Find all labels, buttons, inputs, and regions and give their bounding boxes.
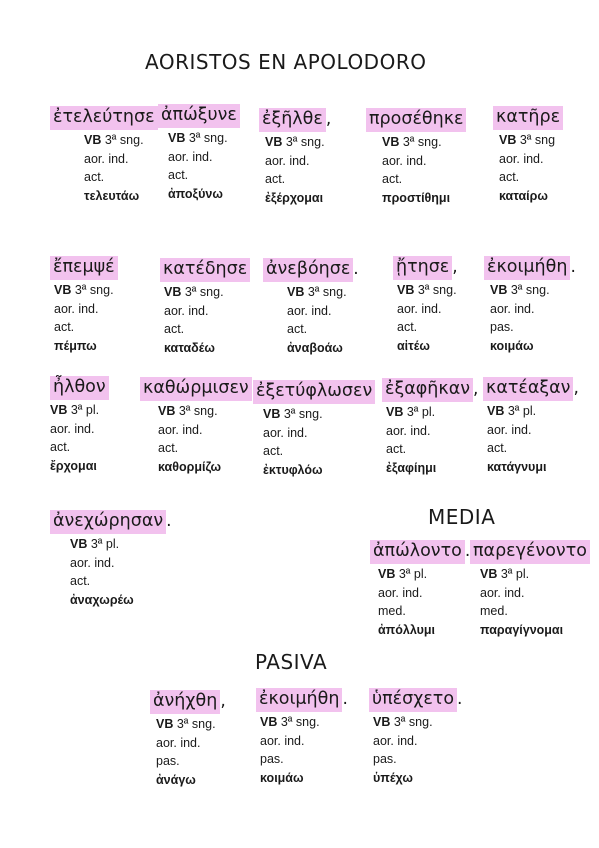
- parsing-tense: aor. ind.: [397, 301, 442, 316]
- verb-entry: [263, 258, 359, 357]
- pos-tag: VB: [265, 135, 283, 149]
- parsing-person: [386, 403, 478, 422]
- parsing-voice: act.: [168, 168, 189, 182]
- person-number: 3ª pl.: [507, 404, 537, 418]
- verb-entry: [50, 106, 158, 205]
- lemma: ἀπόλλυμι: [378, 622, 436, 637]
- parsing-person: [265, 133, 331, 152]
- pos-tag: VB: [50, 403, 68, 417]
- person-number: 3ª sng.: [188, 131, 228, 145]
- parsing-voice: act.: [70, 574, 91, 588]
- lemma: κατάγνυμι: [487, 459, 547, 474]
- greek-verb-form: ἀπώξυνε: [158, 104, 240, 128]
- punctuation: .: [353, 259, 359, 279]
- parsing-tense: aor. ind.: [386, 423, 431, 438]
- page-title: AORISTOS EN APOLODORO: [145, 50, 427, 74]
- greek-verb-form: ἐκοιμήθη: [256, 688, 342, 712]
- verb-entry: [470, 540, 590, 639]
- greek-verb-form: ἐξαφῆκαν: [382, 378, 473, 402]
- parsing-voice: pas.: [156, 754, 180, 768]
- person-number: 3ª pl.: [70, 403, 100, 417]
- parsing-tense: aor. ind.: [50, 421, 95, 436]
- parsing-person: [70, 535, 172, 554]
- verb-entry: [366, 108, 466, 207]
- parsing-person: [397, 281, 458, 300]
- parsing-person: [382, 133, 466, 152]
- punctuation: .: [570, 257, 576, 277]
- parsing-person: [50, 401, 109, 420]
- greek-verb-form: ἐξῆλθε: [259, 108, 326, 132]
- verb-entry: [140, 377, 252, 476]
- person-number: 3ª sng.: [393, 715, 433, 729]
- pos-tag: VB: [156, 717, 174, 731]
- lemma: ἀναχωρέω: [70, 592, 134, 607]
- pos-tag: VB: [378, 567, 396, 581]
- parsing-voice: act.: [382, 172, 403, 186]
- verb-entry: [253, 380, 375, 479]
- punctuation: ,: [325, 109, 332, 129]
- parsing-person: [260, 713, 348, 732]
- greek-verb-form: παρεγένοντο: [470, 540, 590, 564]
- person-number: 3ª sng: [519, 133, 556, 147]
- pos-tag: VB: [499, 133, 517, 147]
- greek-verb-form: ἐκοιμήθη: [484, 256, 570, 280]
- parsing-person: [54, 281, 118, 300]
- parsing-tense: aor. ind.: [480, 585, 525, 600]
- punctuation: ,: [220, 691, 226, 711]
- parsing-tense: aor. ind.: [164, 303, 209, 318]
- greek-verb-form: ἐτελεύτησε: [50, 106, 158, 130]
- parsing-person: [287, 283, 359, 302]
- parsing-voice: pas.: [490, 320, 514, 334]
- verb-entry: [150, 690, 226, 789]
- parsing-person: [84, 131, 158, 150]
- pasiva-heading: PASIVA: [255, 650, 328, 674]
- verb-entry: [256, 688, 348, 787]
- parsing-person: [487, 402, 579, 421]
- parsing-tense: aor. ind.: [54, 301, 99, 316]
- person-number: 3ª pl.: [406, 405, 436, 419]
- pos-tag: VB: [158, 404, 176, 418]
- parsing-tense: aor. ind.: [156, 735, 201, 750]
- parsing-tense: aor. ind.: [263, 425, 308, 440]
- verb-entry: [259, 108, 331, 207]
- parsing-voice: act.: [84, 170, 105, 184]
- greek-verb-form: ὑπέσχετο: [369, 688, 457, 712]
- parsing-tense: aor. ind.: [382, 153, 427, 168]
- parsing-voice: act.: [158, 441, 179, 455]
- lemma: προστίθημι: [382, 190, 451, 205]
- person-number: 3ª sng.: [285, 135, 325, 149]
- lemma: κοιμάω: [260, 770, 304, 785]
- parsing-voice: act.: [50, 440, 71, 454]
- verb-entry: [50, 510, 172, 609]
- person-number: 3ª sng.: [280, 715, 320, 729]
- parsing-tense: aor. ind.: [70, 555, 115, 570]
- pos-tag: VB: [263, 407, 281, 421]
- parsing-person: [168, 129, 240, 148]
- person-number: 3ª sng.: [283, 407, 323, 421]
- verb-entry: [369, 688, 462, 787]
- media-heading: MEDIA: [428, 505, 496, 529]
- lemma: κοιμάω: [490, 338, 534, 353]
- lemma: καταδέω: [164, 340, 215, 355]
- pos-tag: VB: [164, 285, 182, 299]
- lemma: ἀναβοάω: [287, 340, 343, 355]
- greek-verb-form: ἀνήχθη: [150, 690, 220, 714]
- lemma: ἐξαφίημι: [386, 460, 437, 475]
- parsing-person: [164, 283, 250, 302]
- parsing-voice: act.: [386, 442, 407, 456]
- punctuation: ,: [473, 379, 479, 399]
- parsing-voice: med.: [378, 604, 406, 618]
- pos-tag: VB: [386, 405, 404, 419]
- punctuation: .: [166, 511, 172, 531]
- pos-tag: VB: [382, 135, 400, 149]
- pos-tag: VB: [480, 567, 498, 581]
- lemma: ἐξέρχομαι: [265, 190, 324, 205]
- pos-tag: VB: [260, 715, 278, 729]
- punctuation: ,: [573, 378, 579, 398]
- greek-verb-form: ἔπεμψέ: [50, 256, 118, 280]
- parsing-person: [480, 565, 590, 584]
- parsing-voice: act.: [164, 322, 185, 336]
- pos-tag: VB: [168, 131, 186, 145]
- greek-verb-form: προσέθηκε: [366, 108, 466, 132]
- verb-entry: [50, 376, 109, 475]
- parsing-person: [156, 715, 226, 734]
- lemma: πέμπω: [54, 338, 97, 353]
- pos-tag: VB: [70, 537, 88, 551]
- verb-entry: [483, 377, 579, 476]
- parsing-person: [490, 281, 576, 300]
- person-number: 3ª sng.: [178, 404, 218, 418]
- parsing-person: [263, 405, 375, 424]
- greek-verb-form: ἀνεχώρησαν: [50, 510, 166, 534]
- pos-tag: VB: [487, 404, 505, 418]
- lemma: καταίρω: [499, 188, 548, 203]
- parsing-person: [373, 713, 462, 732]
- pos-tag: VB: [373, 715, 391, 729]
- parsing-person: [378, 565, 470, 584]
- parsing-voice: pas.: [260, 752, 284, 766]
- greek-verb-form: ᾔτησε: [393, 256, 452, 280]
- verb-entry: [484, 256, 576, 355]
- greek-verb-form: ἀπώλοντο: [370, 540, 465, 564]
- greek-verb-form: καθώρμισεν: [140, 377, 252, 401]
- person-number: 3ª sng.: [402, 135, 442, 149]
- verb-entry: [370, 540, 470, 639]
- parsing-tense: aor. ind.: [373, 733, 418, 748]
- greek-verb-form: ἦλθον: [50, 376, 109, 400]
- lemma: ὑπέχω: [373, 770, 413, 785]
- person-number: 3ª sng.: [176, 717, 216, 731]
- lemma: παραγίγνομαι: [480, 622, 564, 637]
- parsing-tense: aor. ind.: [260, 733, 305, 748]
- person-number: 3ª sng.: [104, 133, 144, 147]
- lemma: ἀνάγω: [156, 772, 196, 787]
- pos-tag: VB: [287, 285, 305, 299]
- parsing-voice: act.: [397, 320, 418, 334]
- verb-entry: [493, 106, 563, 205]
- punctuation: .: [342, 689, 348, 709]
- greek-verb-form: ἀνεβόησε: [263, 258, 353, 282]
- parsing-tense: aor. ind.: [487, 422, 532, 437]
- lemma: ἔρχομαι: [50, 458, 97, 473]
- lemma: αἰτέω: [397, 338, 430, 353]
- pos-tag: VB: [397, 283, 415, 297]
- person-number: 3ª sng.: [510, 283, 550, 297]
- person-number: 3ª sng.: [74, 283, 114, 297]
- lemma: τελευτάω: [84, 188, 140, 203]
- person-number: 3ª pl.: [398, 567, 428, 581]
- verb-entry: [160, 258, 250, 357]
- parsing-tense: aor. ind.: [158, 422, 203, 437]
- parsing-voice: act.: [263, 444, 284, 458]
- verb-entry: [158, 104, 240, 203]
- pos-tag: VB: [54, 283, 72, 297]
- parsing-person: [499, 131, 563, 150]
- parsing-tense: aor. ind.: [287, 303, 332, 318]
- parsing-person: [158, 402, 252, 421]
- parsing-voice: act.: [487, 441, 508, 455]
- parsing-tense: aor. ind.: [84, 151, 129, 166]
- parsing-tense: aor. ind.: [265, 153, 310, 168]
- person-number: 3ª sng.: [307, 285, 347, 299]
- parsing-tense: aor. ind.: [378, 585, 423, 600]
- verb-entry: [50, 256, 118, 355]
- punctuation: ,: [452, 257, 458, 277]
- verb-entry: [382, 378, 478, 477]
- punctuation: .: [464, 541, 471, 561]
- parsing-tense: aor. ind.: [499, 151, 544, 166]
- greek-verb-form: κατέδησε: [160, 258, 250, 282]
- greek-verb-form: κατέαξαν: [483, 377, 573, 401]
- person-number: 3ª sng.: [417, 283, 457, 297]
- greek-verb-form: ἐξετύφλωσεν: [253, 380, 375, 404]
- parsing-voice: act.: [499, 170, 520, 184]
- person-number: 3ª sng.: [184, 285, 224, 299]
- lemma: καθορμίζω: [158, 459, 222, 474]
- verb-entry: [393, 256, 458, 355]
- person-number: 3ª pl.: [500, 567, 530, 581]
- greek-verb-form: κατῆρε: [493, 106, 563, 130]
- parsing-voice: act.: [265, 172, 286, 186]
- pos-tag: VB: [490, 283, 508, 297]
- lemma: ἀποξύνω: [168, 186, 223, 201]
- parsing-tense: aor. ind.: [168, 149, 213, 164]
- parsing-tense: aor. ind.: [490, 301, 535, 316]
- person-number: 3ª pl.: [90, 537, 120, 551]
- parsing-voice: pas.: [373, 752, 397, 766]
- parsing-voice: act.: [287, 322, 308, 336]
- pos-tag: VB: [84, 133, 102, 147]
- lemma: ἐκτυφλόω: [263, 462, 323, 477]
- parsing-voice: act.: [54, 320, 75, 334]
- punctuation: .: [457, 689, 463, 709]
- parsing-voice: med.: [480, 604, 508, 618]
